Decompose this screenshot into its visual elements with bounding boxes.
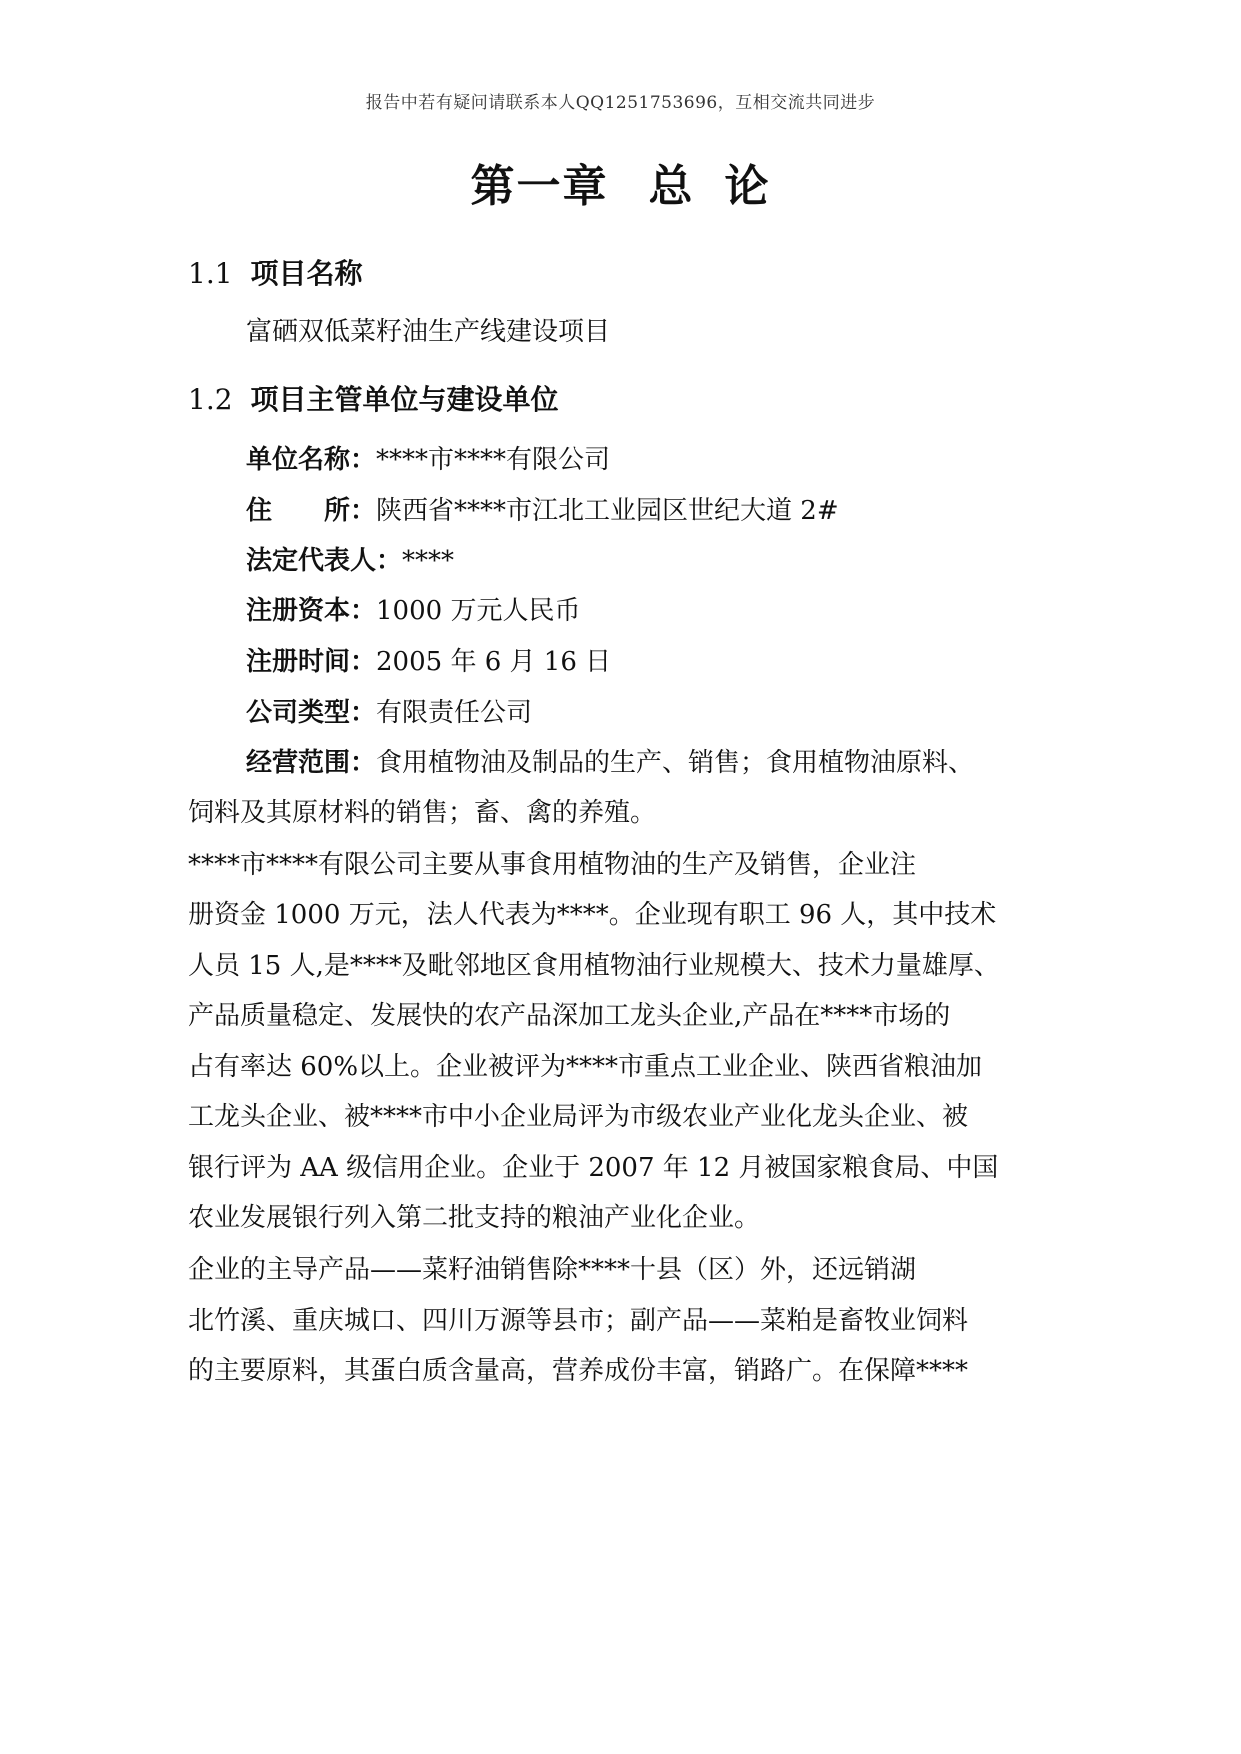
- paragraph1-line: 册资金 1000 万元，法人代表为****。企业现有职工 96 人，其中技术: [188, 900, 997, 930]
- header-note: 报告中若有疑问请联系本人QQ1251753696，互相交流共同进步: [365, 93, 876, 113]
- paragraph1-line: 占有率达 60%以上。企业被评为****市重点工业企业、陕西省粮油加: [188, 1052, 983, 1082]
- chapter-title-part3: 论: [724, 161, 771, 212]
- paragraph1-line: 工龙头企业、被****市中小企业局评为市级农业产业化龙头企业、被: [188, 1102, 969, 1132]
- paragraph1-line: 人员 15 人,是****及毗邻地区食用植物油行业规模大、技术力量雄厚、: [188, 951, 1000, 981]
- legal-rep-row: [246, 545, 1116, 577]
- business-scope-line2: 饲料及其原材料的销售；畜、禽的养殖。: [188, 798, 657, 828]
- capital-label: 注册资本：: [246, 596, 377, 626]
- paragraph1-line: 农业发展银行列入第二批支持的粮油产业化企业。: [188, 1203, 761, 1233]
- registration-time-label: 注册时间：: [246, 647, 377, 677]
- company-type-label: 公司类型：: [246, 698, 377, 728]
- business-scope-row: [246, 747, 1116, 779]
- company-name-label: 单位名称：: [246, 445, 377, 475]
- paragraph2-line: 的主要原料，其蛋白质含量高，营养成份丰富，销路广。在保障****: [188, 1356, 969, 1386]
- legal-rep-label: 法定代表人：: [246, 546, 403, 576]
- capital-row: [246, 595, 1116, 627]
- section-heading-1-1: [188, 252, 363, 292]
- paragraph1-line: 产品质量稳定、发展快的农产品深加工龙头企业,产品在****市场的: [188, 1001, 951, 1031]
- legal-rep-value: ****: [402, 546, 455, 576]
- business-scope-line1: 食用植物油及制品的生产、销售；食用植物油原料、: [376, 748, 975, 778]
- section-title: 项目主管单位与建设单位: [250, 383, 559, 416]
- address-label-b: 所：: [324, 496, 377, 526]
- address-value: 陕西省****市江北工业园区世纪大道 2#: [376, 496, 839, 526]
- paragraph1-line: ****市****有限公司主要从事食用植物油的生产及销售，企业注: [188, 850, 917, 880]
- chapter-title-part2: 总: [648, 161, 695, 212]
- company-type-row: [246, 697, 1116, 729]
- project-name: 富硒双低菜籽油生产线建设项目: [246, 317, 611, 347]
- business-scope-label: 经营范围：: [246, 748, 377, 778]
- paragraph2-line: 企业的主导产品——菜籽油销售除****十县（区）外，还远销湖: [188, 1255, 917, 1285]
- section-title: 项目名称: [250, 257, 363, 290]
- address-label-a: 住: [246, 496, 273, 526]
- chapter-title-part1: 第一章: [470, 161, 609, 212]
- section-number: 1.1: [188, 257, 233, 290]
- section-number: 1.2: [188, 383, 233, 416]
- registration-time-row: [246, 646, 1116, 678]
- company-type-value: 有限责任公司: [376, 698, 533, 728]
- company-name-value: ****市****有限公司: [376, 445, 611, 475]
- address-row: [246, 495, 1116, 527]
- company-name-row: [246, 444, 1116, 476]
- chapter-title: [0, 150, 1241, 214]
- section-heading-1-2: [188, 378, 559, 418]
- paragraph2-line: 北竹溪、重庆城口、四川万源等县市；副产品——菜粕是畜牧业饲料: [188, 1306, 969, 1336]
- capital-value: 1000 万元人民币: [376, 596, 581, 626]
- registration-time-value: 2005 年 6 月 16 日: [376, 647, 612, 677]
- paragraph1-line: 银行评为 AA 级信用企业。企业于 2007 年 12 月被国家粮食局、中国: [188, 1153, 999, 1183]
